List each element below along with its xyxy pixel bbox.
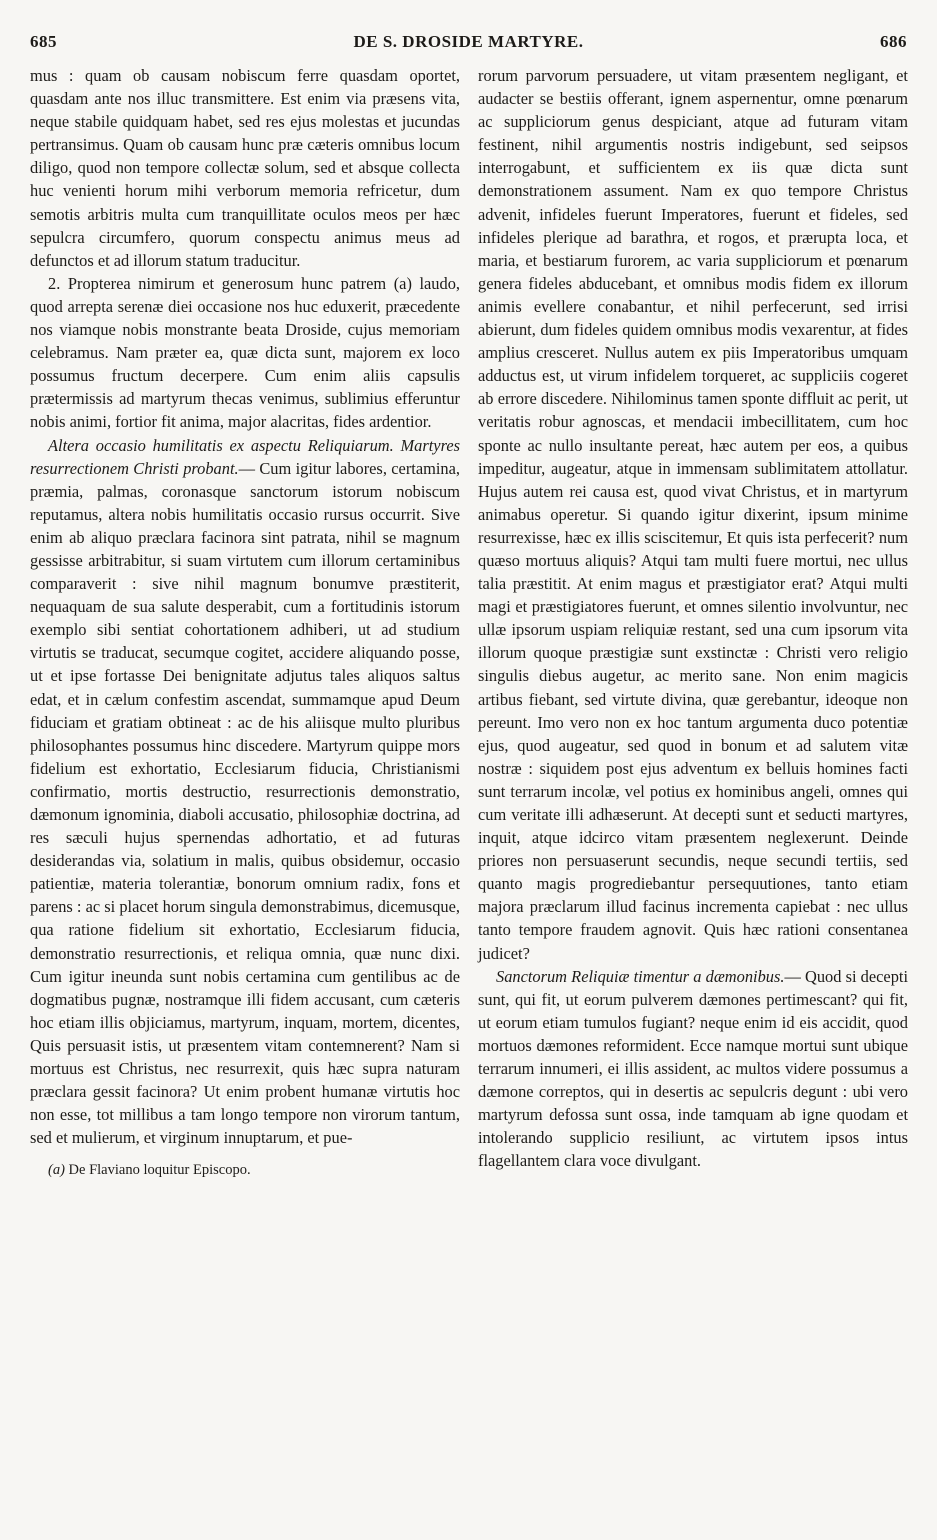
section-text: — Cum igitur labores, certamina, præmia, palmas, coronasque sanctorum istorum nobiscum reputamus, altera nobis humilitatis occasio rursus occurrit. Sive enim ab aliquo præclara facinora sint patrata, nihil se magnum gessisse arbitrabitur, si suam virtutem cum illorum certaminibus comparaverit : sive nihil magnum bonumve præstiterit, nequaquam de sua salute desperabit, cum a fortitudinis istorum exemplo sibi sentiat cohortationem adhiberi, ut ad studium virtutis se traducat, secumque cogitet, accidere aliquando posse, ut et ipse fortasse Dei benignitate adjutus tales aliquos saltus edat, et in cælum confestim ascendat, summamque apud Deum fiduciam et gratiam obtineat : ac de his aliisque multo pluribus philosophantes possumus hinc discedere. Martyrum quippe mors fidelium est exhortatio, Ecclesiarum fiducia, Christianismi confirmatio, mortis destructio, resurrectionis demonstratio, dæmonum ignominia, diaboli accusatio, philosophiæ doctrina, ad res sæculi hujus spernendas adhortatio, et ad futuras desiderandas via, solatium in malis, quibus obsidemur, occasio patientiæ, materia tolerantiæ, bonorum omnium radix, fons et parens : ac si placet horum singula demonstrabimus, dicemusque, qua ratione fidelium sit exhortatio, Ecclesiarum fiducia, demonstratio resurrectionis, et reliqua omnia, quæ nunc dixi. Cum igitur ineunda sunt nobis certamina cum gentilibus ac de dogmatibus pugnæ, nostramque illi fidem accusant, cum cæteris hoc etiam illis objiciamus, martyrum, inquam, mortem, dicentes, Quis persuasit istis, ut præsentem vitam contemnerent? Nam si mortuus est Christus, nec resurrexit, quis hæc supra naturam præclara gessit facinora? Ut enim probent humanæ virtutis hoc non esse, tot millibus a tam longo tempore non virorum tantum, sed et mulierum, et virginum innuptarum, et pue- [30, 458, 460, 1148]
page-number-left: 685 [30, 32, 57, 51]
page-number-right: 686 [880, 32, 907, 51]
right-column [478, 64, 908, 1173]
footnote-text: De Flaviano loquitur Episcopo. [68, 1162, 251, 1179]
paragraph: mus : quam ob causam nobiscum ferre quasdam oportet, quasdam ante nos illuc transmittere. Est enim via præsens vita, neque stabile quidquam habet, sed res ejus molestas et jucundas pertransimus. Quam ob causam hunc præ cæteris omnibus locum diligo, quod non tempore collectæ solum, sed et absque collecta huc venienti horum mihi verborum memoria refricetur, dum semotis arbitris multa cum tranquillitate oculos meos per hæc sepulcra circumfero, quorum conspectu animus meus ad defunctos et ad illorum statum traducitur. [30, 66, 460, 270]
running-title: DE S. DROSIDE MARTYRE. [353, 32, 584, 51]
page-header [30, 32, 907, 58]
section-heading: Altera occasio humilitatis ex aspectu Reliquiarum. Martyres resurrectionem Christi probant. [30, 435, 460, 478]
left-column [30, 64, 460, 1183]
paragraph: rorum parvorum persuadere, ut vitam præsentem negligant, et audacter se bestiis offerant, ignem aspernentur, omne pœnarum ac suppliciorum genus despiciant, atque ad futuram vitam festinent, nihil argumentis nostris indigebunt, sed seipsos interrogabunt, et sufficientem ex iis quæ dicta sunt demonstrationem assument. Nam ex quo tempore Christus advenit, infideles fuerunt Imperatores, fuerunt et fideles, sed infideles plerique ad barathra, et rogos, et prærupta loca, et maria, et bestiarum furorem, ac varia suppliciorum et pœnarum genera fideles abducebant, et omnibus modis fidem ex illorum animis evellere conabantur, et nihil perfecerunt, sed irrisi abierunt, dum fideles quidem omnibus modis vexarentur, at fides amplius cresceret. Nullus autem ex piis Imperatoribus umquam adductus est, ut virum infidelem torqueret, ac suppliciis cogeret ab errore discedere. Nihilominus tamen sponte diffluit ac perit, ut veritatis robur agnoscas, et mendacii imbecillitatem, cum hoc sponte ac nullo insultante pereat, hæc autem per eos, a quibus impeditur, augeatur, atque in immensam sublimitatem attollatur. Hujus autem rei causa est, quod vivat Christus, et in martyrum animabus operetur. Si quando igitur dixerint, ipsum minime resurrexisse, hæc ex illis sciscitemur, Et quis ista perfecerit? num quæso mortuus aliquis? Atqui tam multi fuere mortui, nec ullus talia præstitit. At enim magus et præstigiator erat? Atqui multi magi et præstigiatores fuerunt, et omnes silentio involvuntur, nec ullæ ipsorum uspiam reliquiæ restant, sed una cum ipsorum vita illorum quoque præstigiæ sunt exstinctæ : Christi vero religio singulis diebus augetur, ac merito sane. Non enim magicis artibus fiebant, sed virtute divina, quæ gerebantur, ideoque non pereunt. Imo vero non ex hoc tantum argumenta duco potentiæ ejus, quod augeatur, sed quod in bonum et ad salutem vitæ nostræ : siquidem post ejus adventum ex belluis homines facti sunt terrarum incolæ, vel potius ex hominibus angeli, omnes qui cum veritate illi adhæserunt. At decepti sunt et seducti martyres, inquit, atque idcirco vitam præsentem neglexerunt. Deinde priores non persuaserunt secundis, neque secundi tertiis, sed quanto magis progrediebantur persequutiones, tanto etiam majora præclarum illud facinus incrementa capiebat : nec ullus tanto tempore fraudem agnovit. Quis hæc rationi consentanea judicet? [478, 66, 908, 963]
footnote [30, 1159, 460, 1182]
section-paragraph [478, 965, 908, 1173]
section-heading: Sanctorum Reliquiæ timentur a dæmonibus. [496, 966, 785, 986]
section-paragraph [30, 434, 460, 1150]
footnote-marker: (a) [48, 1162, 65, 1179]
paragraph: 2. Propterea nimirum et generosum hunc patrem (a) laudo, quod arrepta serenæ diei occasione nos huc eduxerit, præcedente nos viamque nobis monstrante beata Droside, cujus memoriam celebramus. Nam præter ea, quæ dicta sunt, majorem ex loco possumus fructum decerpere. Cum enim aliis capsulis prætermissis ad martyrum thecas venimus, sublimius efferuntur nobis animi, fortior fit anima, major alacritas, fides ardentior. [30, 273, 460, 432]
section-text: — Quod si decepti sunt, qui fit, ut eorum pulverem dæmones pertimescant? qui fit, ut eorum etiam tumulos fugiant? neque enim id eis accidit, quod mortuos dæmones reformident. Ecce namque mortui sunt ubique terrarum innumeri, ei illis assident, ac multos videre possumus a dæmone correptos, qui in desertis ac sepulcris degunt : ubi vero martyrum defossa sunt ossa, inde tamquam ab igne quodam et intolerando supplicio resiliunt, ac virtutem ipsos intus flagellantem clara voce divulgant. [478, 966, 908, 1171]
